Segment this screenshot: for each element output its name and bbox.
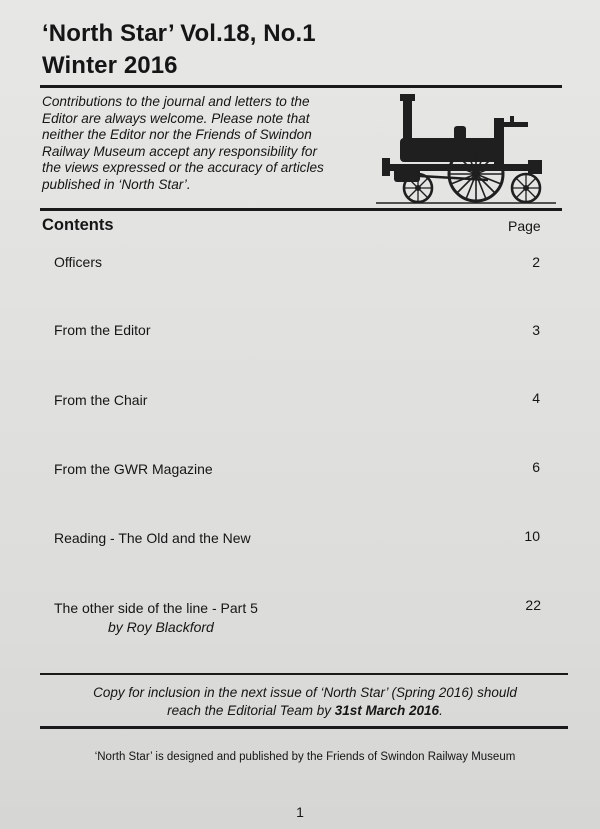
notice-top-rule (40, 673, 568, 675)
copy-deadline-notice-line2 (42, 702, 568, 720)
notice-bottom-rule (40, 726, 568, 729)
page-column-heading: Page (508, 218, 541, 234)
deadline-date: 31st March 2016 (334, 703, 440, 718)
toc-entry-title: The other side of the line - Part 5 (54, 600, 258, 616)
notice-text: reach the Editorial Team by (167, 703, 335, 718)
steam-locomotive-icon (376, 88, 556, 206)
contents-rule (40, 208, 562, 211)
toc-entry-page: 4 (532, 390, 540, 406)
intro-line: the views expressed or the accuracy of articles (42, 160, 324, 175)
journal-title: ‘North Star’ Vol.18, No.1 (42, 20, 316, 47)
intro-text (42, 94, 362, 193)
intro-line: Contributions to the journal and letters to the (42, 94, 310, 109)
toc-entry-title: Reading - The Old and the New (54, 530, 251, 546)
toc-entry-author: by Roy Blackford (108, 619, 214, 635)
toc-entry-title: From the Chair (54, 392, 148, 408)
issue-date: Winter 2016 (42, 52, 178, 79)
intro-line: Editor are always welcome. Please note that (42, 110, 310, 126)
toc-entry-page: 10 (524, 528, 540, 544)
toc-entry-title: From the GWR Magazine (54, 461, 213, 477)
toc-entry-page: 3 (532, 322, 540, 338)
toc-entry-page: 2 (532, 254, 540, 270)
toc-entry-page: 6 (532, 459, 540, 475)
contents-heading: Contents (42, 216, 114, 234)
intro-line: published in ‘North Star’. (42, 176, 191, 192)
intro-line: Railway Museum accept any responsibility for (42, 143, 318, 159)
toc-entry-title: From the Editor (54, 322, 151, 338)
page-number: 1 (296, 804, 304, 820)
notice-text: . (439, 703, 443, 718)
intro-line: neither the Editor nor the Friends of Swindon (42, 127, 312, 142)
toc-entry-page: 22 (525, 597, 541, 613)
copy-deadline-notice: Copy for inclusion in the next issue of ‘North Star’ (Spring 2016) should (93, 685, 517, 700)
toc-entry-title: Officers (54, 254, 102, 270)
publisher-footer: ‘North Star’ is designed and published by the Friends of Swindon Railway Museum (94, 751, 516, 763)
